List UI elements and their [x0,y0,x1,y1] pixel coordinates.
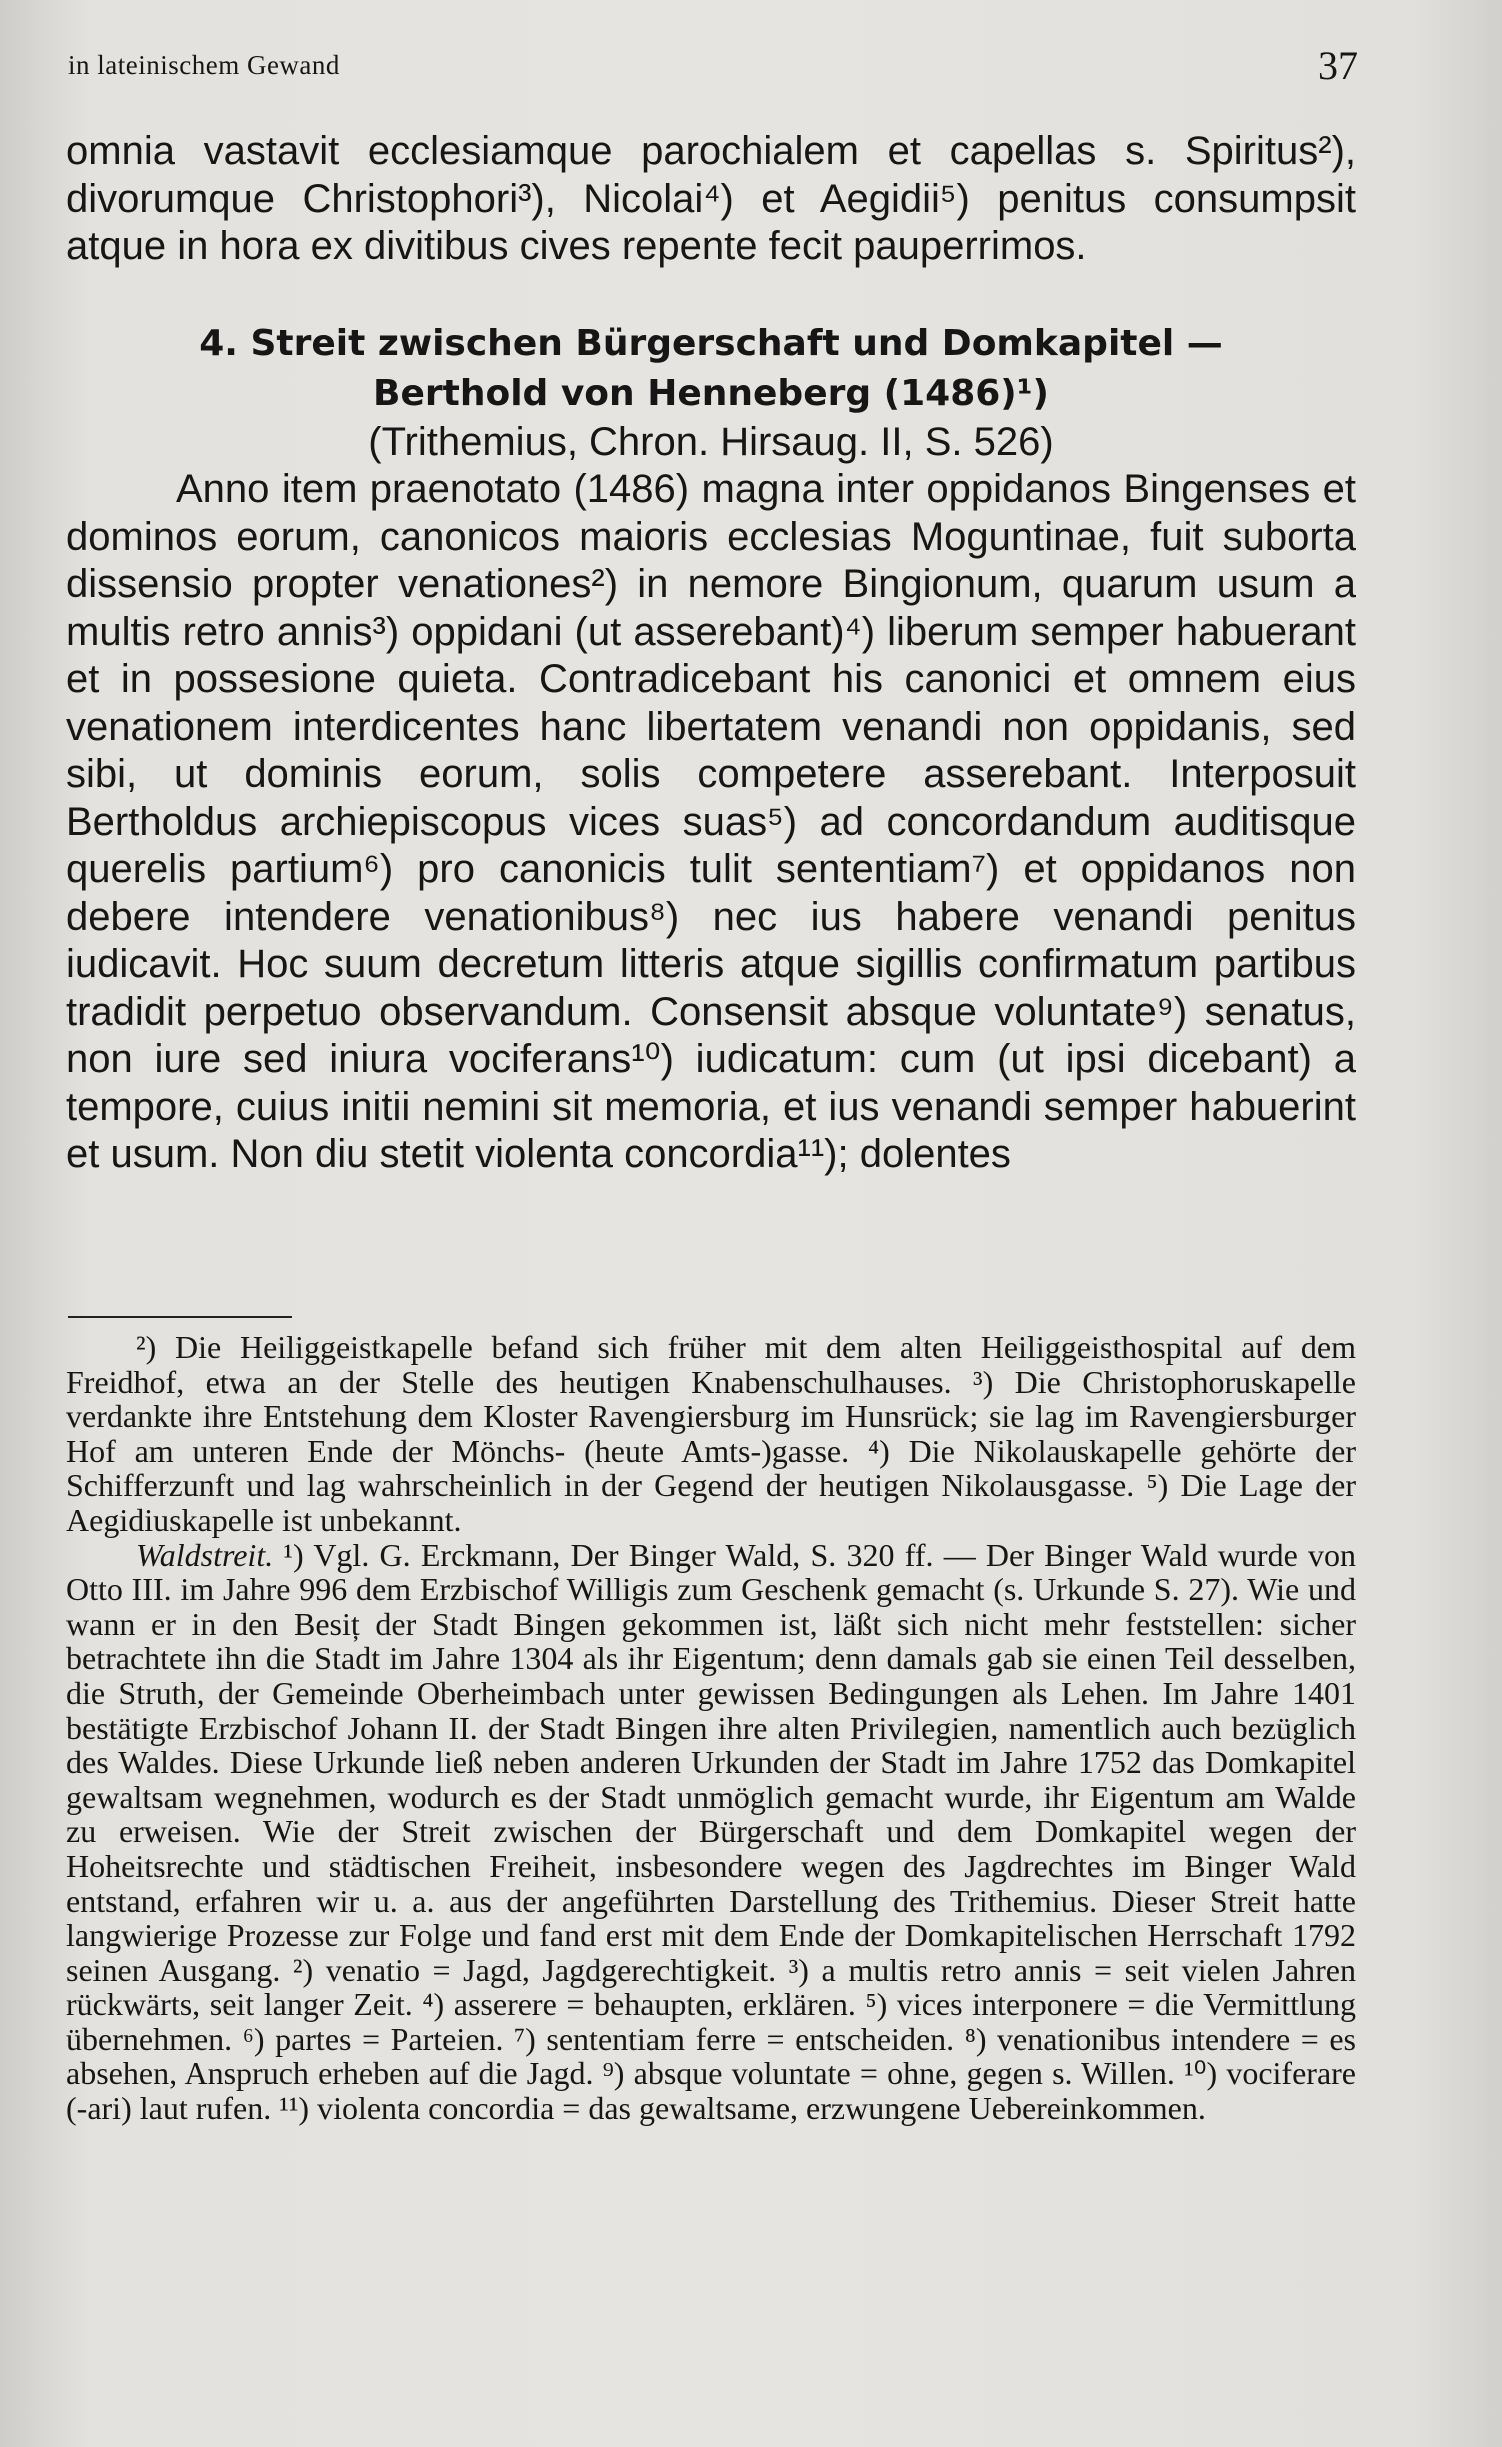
footnotes-previous-section: ²) Die Heiliggeistkapelle befand sich früher mit dem alten Heiliggeisthospital auf dem Freidhof, etwa an der Stelle des heutigen Knabenschulhauses. ³) Die Christophoruskapelle verdankte ihre Entstehung dem Kloster Ravengiersburg im Hunsrück; sie lag im Ravengiersburger Hof am unteren Ende der Mönchs- (heute Amts-)gasse. ⁴) Die Nikolauskapelle gehörte der Schifferzunft und lag wahrscheinlich in der Gegend der heutigen Nikolausgasse. ⁵) Die Lage der Aegidiuskapelle ist unbekannt. [66,1329,1356,1538]
footnote-section-label: Waldstreit. [136,1536,274,1573]
main-text [66,128,1356,1179]
page-number: 37 [1318,43,1358,88]
heading-line-2: Berthold von Henneberg (1486)¹) [373,372,1049,414]
running-title: in lateinischem Gewand [68,50,340,80]
footnotes [66,1330,1356,2126]
footnote-divider [68,1316,292,1318]
running-head [68,42,1358,92]
intro-paragraph: omnia vastavit ecclesiamque parochialem et capellas s. Spiritus²), divorumque Christophori³), Nicolai⁴) et Aegidii⁵) penitus consumpsit atque in hora ex divitibus cives repente fecit pauperrimos. [66,129,1356,268]
section-source: (Trithemius, Chron. Hirsaug. II, S. 526) [368,419,1054,464]
heading-line-1: 4. Streit zwischen Bürgerschaft und Domkapitel — [199,322,1223,364]
footnote-section-text: ¹) Vgl. G. Erckmann, Der Binger Wald, S. 320 ff. — Der Binger Wald wurde von Otto III. im Jahre 996 dem Erzbischof Willigis zum Geschenk gemacht (s. Urkunde S. 27). Wie und wann er in den Besiț der Stadt Bingen gekommen ist, läßt sich nicht mehr feststellen: sicher betrachtete ihn die Stadt im Jahre 1304 als ihr Eigentum; denn damals gab sie einen Teil desselben, die Struth, der Gemeinde Oberheimbach unter gewissen Bedingungen als Lehen. Im Jahre 1401 bestätigte Erzbischof Johann II. der Stadt Bingen ihre alten Privilegien, namentlich auch bezüglich des Waldes. Diese Urkunde ließ neben anderen Urkunden der Stadt im Jahre 1752 das Domkapitel gewaltsam wegnehmen, wodurch es der Stadt unmöglich gemacht wurde, ihr Eigentum am Walde zu erweisen. Wie der Streit zwischen der Bürgerschaft und dem Domkapitel wegen der Hoheitsrechte und städtischen Freiheit, insbesondere wegen des Jagdrechtes im Binger Wald entstand, erfahren wir u. a. aus der angeführten Darstellung des Trithemius. Dieser Streit hatte langwierige Prozesse zur Folge und fand erst mit dem Ende der Domkapitelischen Herrschaft 1792 seinen Ausgang. ²) venatio = Jagd, Jagdgerechtigkeit. ³) a multis retro annis = seit vielen Jahren rückwärts, seit langer Zeit. ⁴) asserere = behaupten, erklären. ⁵) vices interponere = die Vermittlung übernehmen. ⁶) partes = Parteien. ⁷) sententiam ferre = entscheiden. ⁸) venationibus intendere = es absehen, Anspruch erheben auf die Jagd. ⁹) absque voluntate = ohne, gegen s. Willen. ¹⁰) vociferare (-ari) laut rufen. ¹¹) violenta concordia = das gewaltsame, erzwungene Uebereinkommen. [66,1536,1356,2127]
footnotes-waldstreit [66,1538,1356,2126]
section-heading [66,319,1356,419]
body-paragraph: Anno item praenotato (1486) magna inter oppidanos Bingenses et dominos eorum, canonicos maioris ecclesias Moguntinae, fuit suborta dissensio propter venationes²) in nemore Bingionum, quarum usum a multis retro annis³) oppidani (ut asserebant)⁴) liberum semper habuerant et in possesione quieta. Contradicebant his canonici et omnem eius venationem interdicentes hanc libertatem venandi non oppidanis, sed sibi, ut dominis eorum, solis competere asserebant. Interposuit Bertholdus archiepiscopus vices suas⁵) ad concordandum auditisque querelis partium⁶) pro canonicis tulit sententiam⁷) et oppidanos non debere intendere venationibus⁸) nec ius habere venandi penitus iudicavit. Hoc suum decretum litteris atque sigillis confirmatum partibus tradidit perpetuo observandum. Consensit absque voluntate⁹) senatus, non iure sed iniura vociferans¹⁰) iudicatum: cum (ut ipsi dicebant) a tempore, cuius initii nemini sit memoria, et ius venandi semper habuerint et usum. Non diu stetit violenta concordia¹¹); dolentes [66,467,1356,1176]
